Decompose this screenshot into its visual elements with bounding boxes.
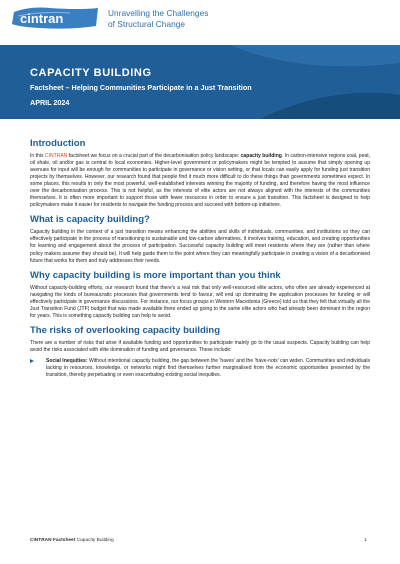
banner-decoration [0,45,400,119]
section-introduction [30,138,370,209]
section-what [30,214,370,264]
section-heading: Introduction [30,138,86,149]
footer-label [30,538,114,543]
intro-text-1: In this [30,153,44,159]
footer-brand: CINTRAN Factsheet [30,538,76,543]
tagline-line-2: of Structural Change [108,18,186,29]
risks-list [30,358,370,379]
intro-paragraph [30,153,370,209]
cintran-logo [10,6,100,30]
section-heading: What is capacity building? [30,214,150,226]
triangle-bullet-icon [30,359,34,363]
intro-text-2: factsheet we focus on a crucial part of the decarbonisation policy landscape: [68,153,240,159]
intro-text-3: . In carbon-intensive regions coal, peat, oil shale, oil and/or gas is central to local economies. Higher-level government or policymakers might be tempted to assume that simply opening up avenues for input will be enough for communities to participate in governance or vision setting, or that locals can easily apply for funding just transition projects by themselves. However, our research found that people find it much more difficult to do these things than governments sometimes expect. In some places, this results in only the most powerful, well-established interests winning the majority of funding, and therefore having the most influence over the decarbonisation process. This is not helpful, as the interests of elite actors are not always aligned with the interests of the communities themselves. It is often more important to support those with fewer resources in order to ensure a just transition. This factsheet is designed to help policymakers make it easier for residents to navigate the funding process and succeed with bottom-up initiatives. [30,153,371,209]
page-header [0,0,400,45]
keyword: capacity building [240,153,282,159]
logo-text: cintran [20,11,64,26]
tagline [108,8,208,29]
page-number: 1 [364,538,367,543]
section-heading: Why capacity building is more important than you think [30,269,281,281]
risks-paragraph: There are a number of risks that arise if available funding and opportunities to participate mainly go to the usual suspects. Capacity building can help avoid the risks associated with elite domination of funding and governance. These include: [30,339,370,353]
tagline-line-1: Unravelling the Challenges [108,8,209,18]
what-paragraph: Capacity building in the context of a just transition means enhancing the abilities and skills of individuals, communities, and institutions so they can effectively participate in the process of transitioning to sustainable and low-carbon alternatives. It involves training, education, and creating opportunities for learning and engagement about the process of participation. Successful capacity building will meet residents where they are (rather than where policy makers assume they should be). It will help guide them to the point where they can meaningfully participate in creating a vision of a decarbonised future that works for them and truly addresses their needs. [30,229,370,264]
section-why [30,270,370,320]
document-subtitle: Factsheet – Helping Communities Participate in a Just Transition [30,83,252,92]
brand-name: CINTRAN [44,153,68,159]
section-risks [30,325,370,379]
list-item [30,358,370,379]
bullet-text: Without intentional capacity building, the gap between the 'haves' and the 'have-nots' can widen. Communities and individuals lacking in resources, knowledge, or networks might find themselves further marginalised from the economic opportunities presented by the transition, thereby perpetuating or even exacerbating existing social inequities. [46,357,370,379]
bullet-title: Social Inequities: [46,357,88,364]
footer-title: Capacity Building [76,538,114,543]
document-date: APRIL 2024 [30,98,70,107]
why-paragraph: Without capacity-building efforts, our research found that there's a real risk that only well-resourced elite actors, who often are already experienced at navigating the kinds of bureaucratic processes that governments tend to favour, will end up dominating the application processes for funding or will effectively participate in governance discussions. For instance, our focus groups in Western Macedonia (Greece) told us that they felt that virtually all the Just Transition Fund (JTF) budget that was made available there ended up going to the same elite actors who had already been dominant in the region for years. This is something capacity building can help to avoid. [30,284,370,319]
main-content [30,138,370,384]
title-banner [0,45,400,119]
document-title: CAPACITY BUILDING [30,67,152,79]
section-heading: The risks of overlooking capacity building [30,324,221,336]
